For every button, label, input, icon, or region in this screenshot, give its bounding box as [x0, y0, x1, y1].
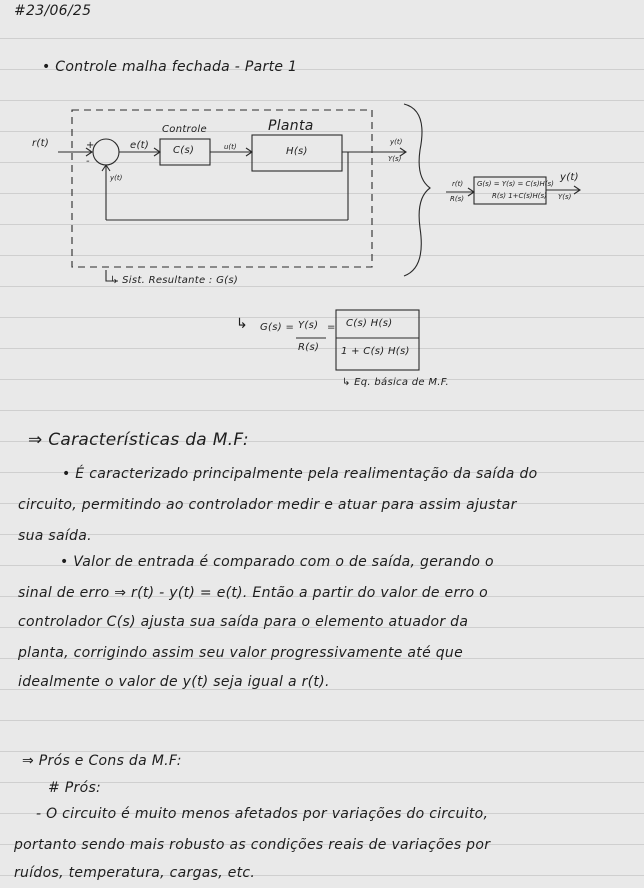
equation-arrow: ↳ [236, 316, 249, 332]
equation-box-numerator: C(s) H(s) [346, 318, 393, 329]
equation-equals: = [327, 322, 336, 333]
actuation-label: u(t) [224, 143, 237, 151]
feedback-label: y(t) [110, 174, 123, 182]
characteristics-line: • É caracterizado principalmente pela realimentação da saída do [62, 466, 538, 482]
equivalent-block-top: G(s) = Y(s) = C(s)H(s) [477, 180, 554, 188]
equivalent-input-bottom: R(s) [450, 195, 464, 203]
output-label-bottom: Y(s) [388, 155, 402, 163]
equivalent-output-bottom: Y(s) [558, 193, 572, 201]
equation-box-denominator: 1 + C(s) H(s) [341, 346, 410, 357]
equation-note: ↳ Eq. básica de M.F. [342, 377, 449, 388]
grouping-brace [404, 104, 430, 276]
input-label: r(t) [32, 138, 50, 149]
characteristics-line: sua saída. [18, 528, 92, 544]
equivalent-input-top: r(t) [452, 180, 464, 188]
controller-caption: Controle [162, 124, 207, 135]
characteristics-line: • Valor de entrada é comparado com o de saída, gerando o [60, 554, 494, 570]
resultant-caption: ↳ Sist. Resultante : G(s) [110, 275, 239, 286]
page-title: • Controle malha fechada - Parte 1 [42, 59, 298, 75]
summing-junction [93, 139, 119, 165]
characteristics-line: sinal de erro ⇒ r(t) - y(t) = e(t). Então a partir do valor de erro o [18, 585, 489, 601]
equivalent-output-top: y(t) [560, 172, 579, 183]
equation-fraction-numerator: Y(s) [298, 320, 319, 331]
controller-block-label: C(s) [173, 145, 195, 156]
equation-lhs: G(s) = [260, 322, 295, 333]
pros-line: - O circuito é muito menos afetados por variações do circuito, [36, 806, 489, 822]
characteristics-line: idealmente o valor de y(t) seja igual a r(t). [18, 674, 330, 690]
characteristics-line: planta, corrigindo assim seu valor progressivamente até que [18, 645, 464, 661]
equation-fraction-denominator: R(s) [298, 342, 320, 353]
system-boundary [72, 110, 372, 267]
sum-minus-sign: - [86, 156, 90, 167]
equivalent-block-bottom: R(s) 1+C(s)H(s) [492, 192, 547, 200]
pros-line: portanto sendo mais robusto as condições reais de variações por [14, 837, 491, 853]
characteristics-line: circuito, permitindo ao controlador medir e atuar para assim ajustar [18, 497, 517, 513]
date-label: #23/06/25 [14, 3, 92, 19]
error-label: e(t) [130, 140, 150, 151]
section-characteristics-heading: ⇒ Características da M.F: [28, 430, 249, 450]
section-pros-cons-heading: ⇒ Prós e Cons da M.F: [22, 753, 182, 769]
sum-plus-sign: + [86, 140, 95, 151]
output-label-top: y(t) [390, 138, 403, 146]
pros-subheading: # Prós: [48, 780, 102, 796]
plant-block-label: H(s) [286, 146, 308, 157]
plant-caption: Planta [268, 118, 314, 134]
characteristics-line: controlador C(s) ajusta sua saída para o elemento atuador da [18, 614, 469, 630]
pros-line: ruídos, temperatura, cargas, etc. [14, 865, 256, 881]
